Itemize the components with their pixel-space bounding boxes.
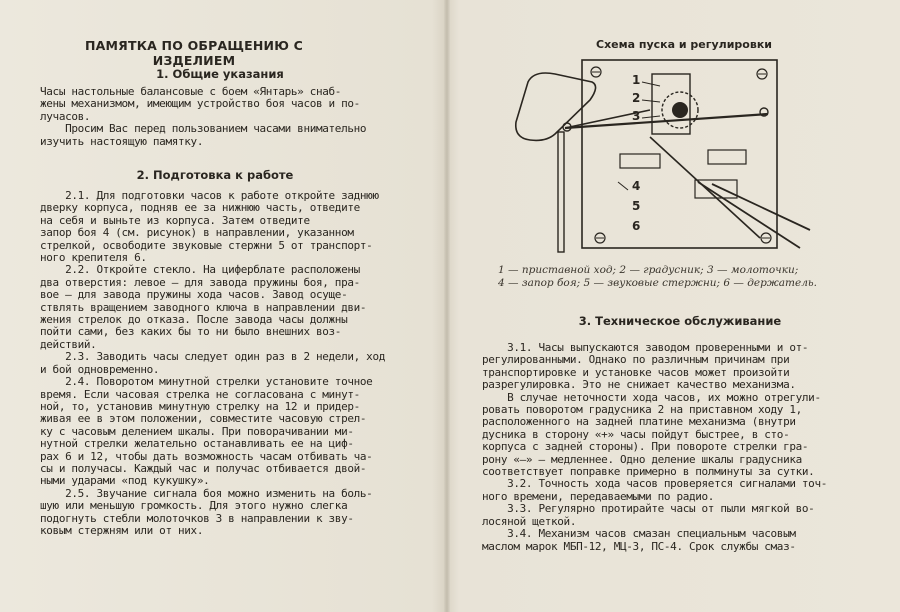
regulator-hub [672, 102, 688, 118]
slot [708, 150, 746, 164]
leader-line [642, 82, 660, 86]
sound-rod [650, 137, 760, 238]
hammer-paddle [516, 73, 596, 140]
leader-line [642, 116, 660, 118]
diagram-caption: 1 — приставной ход; 2 — градусник; 3 — молоточки; 4 — запор боя; 5 — звуковые стержни; 6 — держатель. [498, 264, 817, 289]
section-2-text: 2.1. Для подготовки часов к работе откройте заднюю дверку корпуса, подняв ее за нижнюю часть, отведите на себя и выньте из корпуса. Затем отведите запор боя 4 (см. рисунок) в направлении, указанном стрелкой, освободите звуковые стержни 5 от транспорт- ного крепителя 6. 2.2. Откройте стекло. На циферблате расположены два отверстия: левое — для завода пружины боя, пра- вое — для завода пружины хода часов. Завод осуще- ствлять вращением заводного ключа в направлении дви- жения стрелок до отказа. После завода часы должны пойти сами, без каких бы то ни было внешних воз- действий. 2.3. Заводить часы следует один раз в 2 недели, ход и бой одновременно. 2.4. Поворотом минутной стрелки установите точное время. Если часовая стрелка не согласована с минут- ной, то, установив минутную стрелку на 12 и придер- живая ее в этом положении, совместите часовую стрел- ку с часовым делением шкалы. При поворачивании ми- нутной стрелки желательно останавливать ее на циф- рах 6 и 12, чтобы дать возможность часам отбивать ча- сы и получасы. Каждый час и получас отбивается двой- ными ударами «под кукушку». 2.5. Звучание сигнала боя можно изменить на боль- шую или меньшую громкость. Для этого нужно слегка подогнуть стебли молоточков 3 в направлении к зву- ковым стержням или от них. [40, 189, 385, 537]
leader-line [642, 100, 660, 102]
page-fold [444, 0, 450, 612]
section-2-heading: 2. Подготовка к работе [136, 168, 294, 182]
clock-mechanism-diagram [500, 52, 830, 257]
label-4: 4 [632, 179, 641, 193]
slot [620, 154, 660, 168]
document-title: ПАМЯТКА ПО ОБРАЩЕНИЮ С ИЗДЕЛИЕМ [84, 38, 304, 68]
screw-icon [757, 69, 767, 79]
label-6: 6 [632, 219, 641, 233]
strike-lock [695, 180, 737, 198]
sound-rod [698, 182, 800, 248]
leader-line [618, 182, 628, 190]
label-3: 3 [632, 109, 641, 123]
screw-icon [591, 67, 601, 77]
label-1: 1 [632, 73, 641, 87]
support-rod [558, 132, 564, 252]
section-1-text: Часы настольные балансовые с боем «Янтарь» снаб- жены механизмом, имеющим устройство боя часов и по- лучасов. Просим Вас перед пользованием часами внимательно изучить настоящую памятку. [40, 85, 367, 148]
section-3-heading: 3. Техническое обслуживание [578, 314, 782, 328]
screw-icon [761, 233, 771, 243]
back-plate [582, 60, 777, 248]
screw-icon [595, 233, 605, 243]
section-3-text: 3.1. Часы выпускаются заводом проверенными и от- регулированными. Однако по различным причинам при транспортировке и установке часов может произойти разрегулировка. Это не снижает качество механизма. В случае неточности хода часов, их можно отрегули- ровать поворотом градусника 2 на приставном ходу 1, расположенного на задней платине механизма (внутри дусника в сторону «+» часы пойдут быстрее, в сто- корпуса с задней стороны). При повороте стрелки гра- рону «—» — медленнее. Одно деление шкалы градусника соответствует поправке примерно в полминуты за сутки. 3.2. Точность хода часов проверяется сигналами точ- ного времени, передаваемыми по радио. 3.3. Регулярно протирайте часы от пыли мягкой во- лосяной щеткой. 3.4. Механизм часов смазан специальным часовым маслом марок МБП-12, МЦ-3, ПС-4. Срок службы смаз- [482, 341, 827, 553]
section-1-heading: 1. Общие указания [156, 67, 284, 81]
diagram-title: Схема пуска и регулировки [596, 38, 772, 51]
label-5: 5 [632, 199, 641, 213]
label-2: 2 [632, 91, 641, 105]
